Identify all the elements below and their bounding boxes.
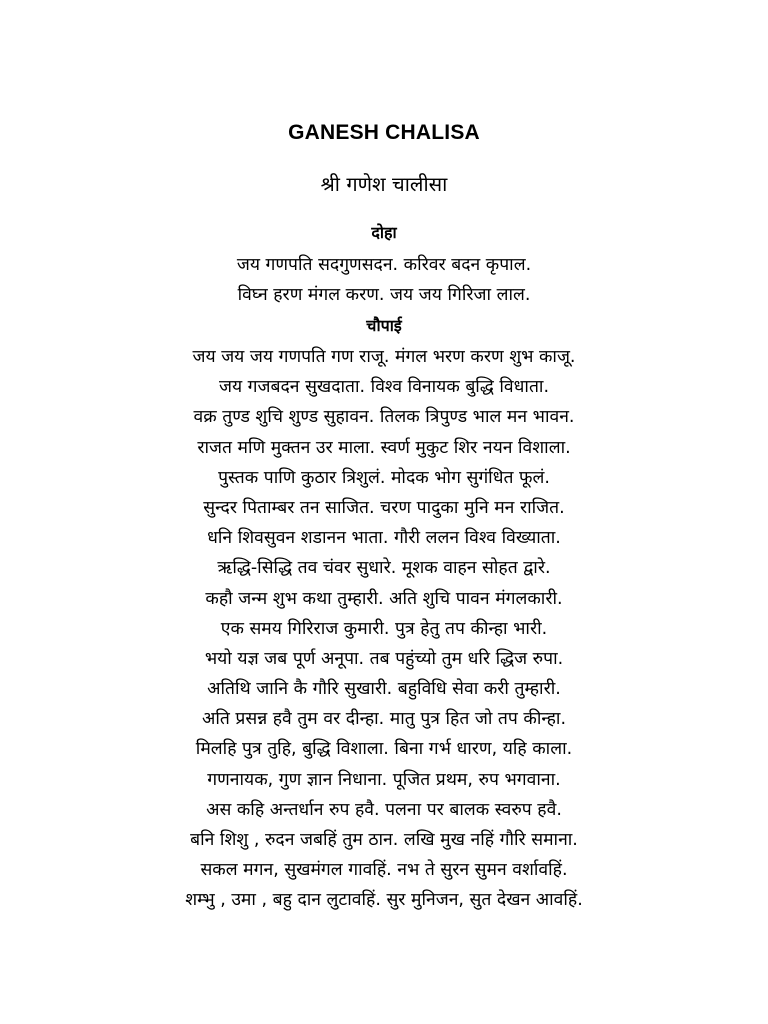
chaupai-heading: चौपाई: [366, 316, 402, 335]
doha-verses: [0, 250, 768, 310]
chaupai-line: कहौ जन्म शुभ कथा तुम्हारी. अति शुचि पावन मंगलकारी.: [205, 588, 563, 609]
chaupai-line: जय गजबदन सुखदाता. विश्व विनायक बुद्धि विधाता.: [218, 377, 550, 398]
chaupai-line: मिलहि पुत्र तुहि, बुद्धि विशाला. बिना गर्भ धारण, यहि काला.: [195, 739, 573, 760]
doha-heading: दोहा: [371, 223, 397, 242]
doha-line: जय गणपति सदगुणसदन. करिवर बदन कृपाल.: [236, 255, 532, 275]
chaupai-verses: [0, 342, 768, 916]
chaupai-line: सुन्दर पिताम्बर तन साजित. चरण पादुका मुनि मन राजित.: [203, 497, 565, 518]
chaupai-line: बनि शिशु , रुदन जबहिं तुम ठान. लखि मुख नहिं गौरि समाना.: [190, 830, 578, 850]
chaupai-line: ऋद्धि-सिद्धि तव चंवर सुधारे. मूशक वाहन सोहत द्वारे.: [217, 558, 551, 579]
chaupai-line: अतिथि जानि कै गौरि सुखारी. बहुविधि सेवा करी तुम्हारी.: [207, 679, 561, 700]
chaupai-line: गणनायक, गुण ज्ञान निधाना. पूजित प्रथम, रुप भगवाना.: [207, 769, 561, 790]
chaupai-line: धनि शिवसुवन शडानन भाता. गौरी ललन विश्व विख्याता.: [207, 528, 561, 549]
chaupai-line: सकल मगन, सुखमंगल गावहिं. नभ ते सुरन सुमन वर्शावहिं.: [200, 860, 568, 881]
doha-line: विघ्न हरण मंगल करण. जय जय गिरिजा लाल.: [237, 285, 531, 306]
chaupai-line: पुस्तक पाणि कुठार त्रिशुलं. मोदक भोग सुगंधित फूलं.: [218, 467, 550, 488]
chaupai-line: जय जय जय गणपति गण राजू. मंगल भरण करण शुभ काजू.: [192, 347, 576, 367]
chaupai-line: एक समय गिरिराज कुमारी. पुत्र हेतु तप कीन्हा भारी.: [220, 618, 548, 639]
document-subtitle: श्री गणेश चालीसा: [320, 172, 448, 196]
document-title: GANESH CHALISA: [288, 121, 480, 144]
chaupai-line: अस कहि अन्तर्धान रुप हवै. पलना पर बालक स्वरुप हवै.: [206, 799, 562, 820]
chaupai-line: वक्र तुण्ड शुचि शुण्ड सुहावन. तिलक त्रिपुण्ड भाल मन भावन.: [193, 407, 575, 428]
chaupai-line: भयो यज्ञ जब पूर्ण अनूपा. तब पहुंच्यो तुम धरि द्धिज रुपा.: [204, 648, 564, 669]
chaupai-line: अति प्रसन्न हवै तुम वर दीन्हा. मातु पुत्र हित जो तप कीन्हा.: [201, 709, 567, 730]
chaupai-line: राजत मणि मुक्तन उर माला. स्वर्ण मुकुट शिर नयन विशाला.: [197, 437, 571, 458]
chaupai-line: शम्भु , उमा , बहु दान लुटावहिं. सुर मुनिजन, सुत देखन आवहिं.: [185, 890, 583, 911]
